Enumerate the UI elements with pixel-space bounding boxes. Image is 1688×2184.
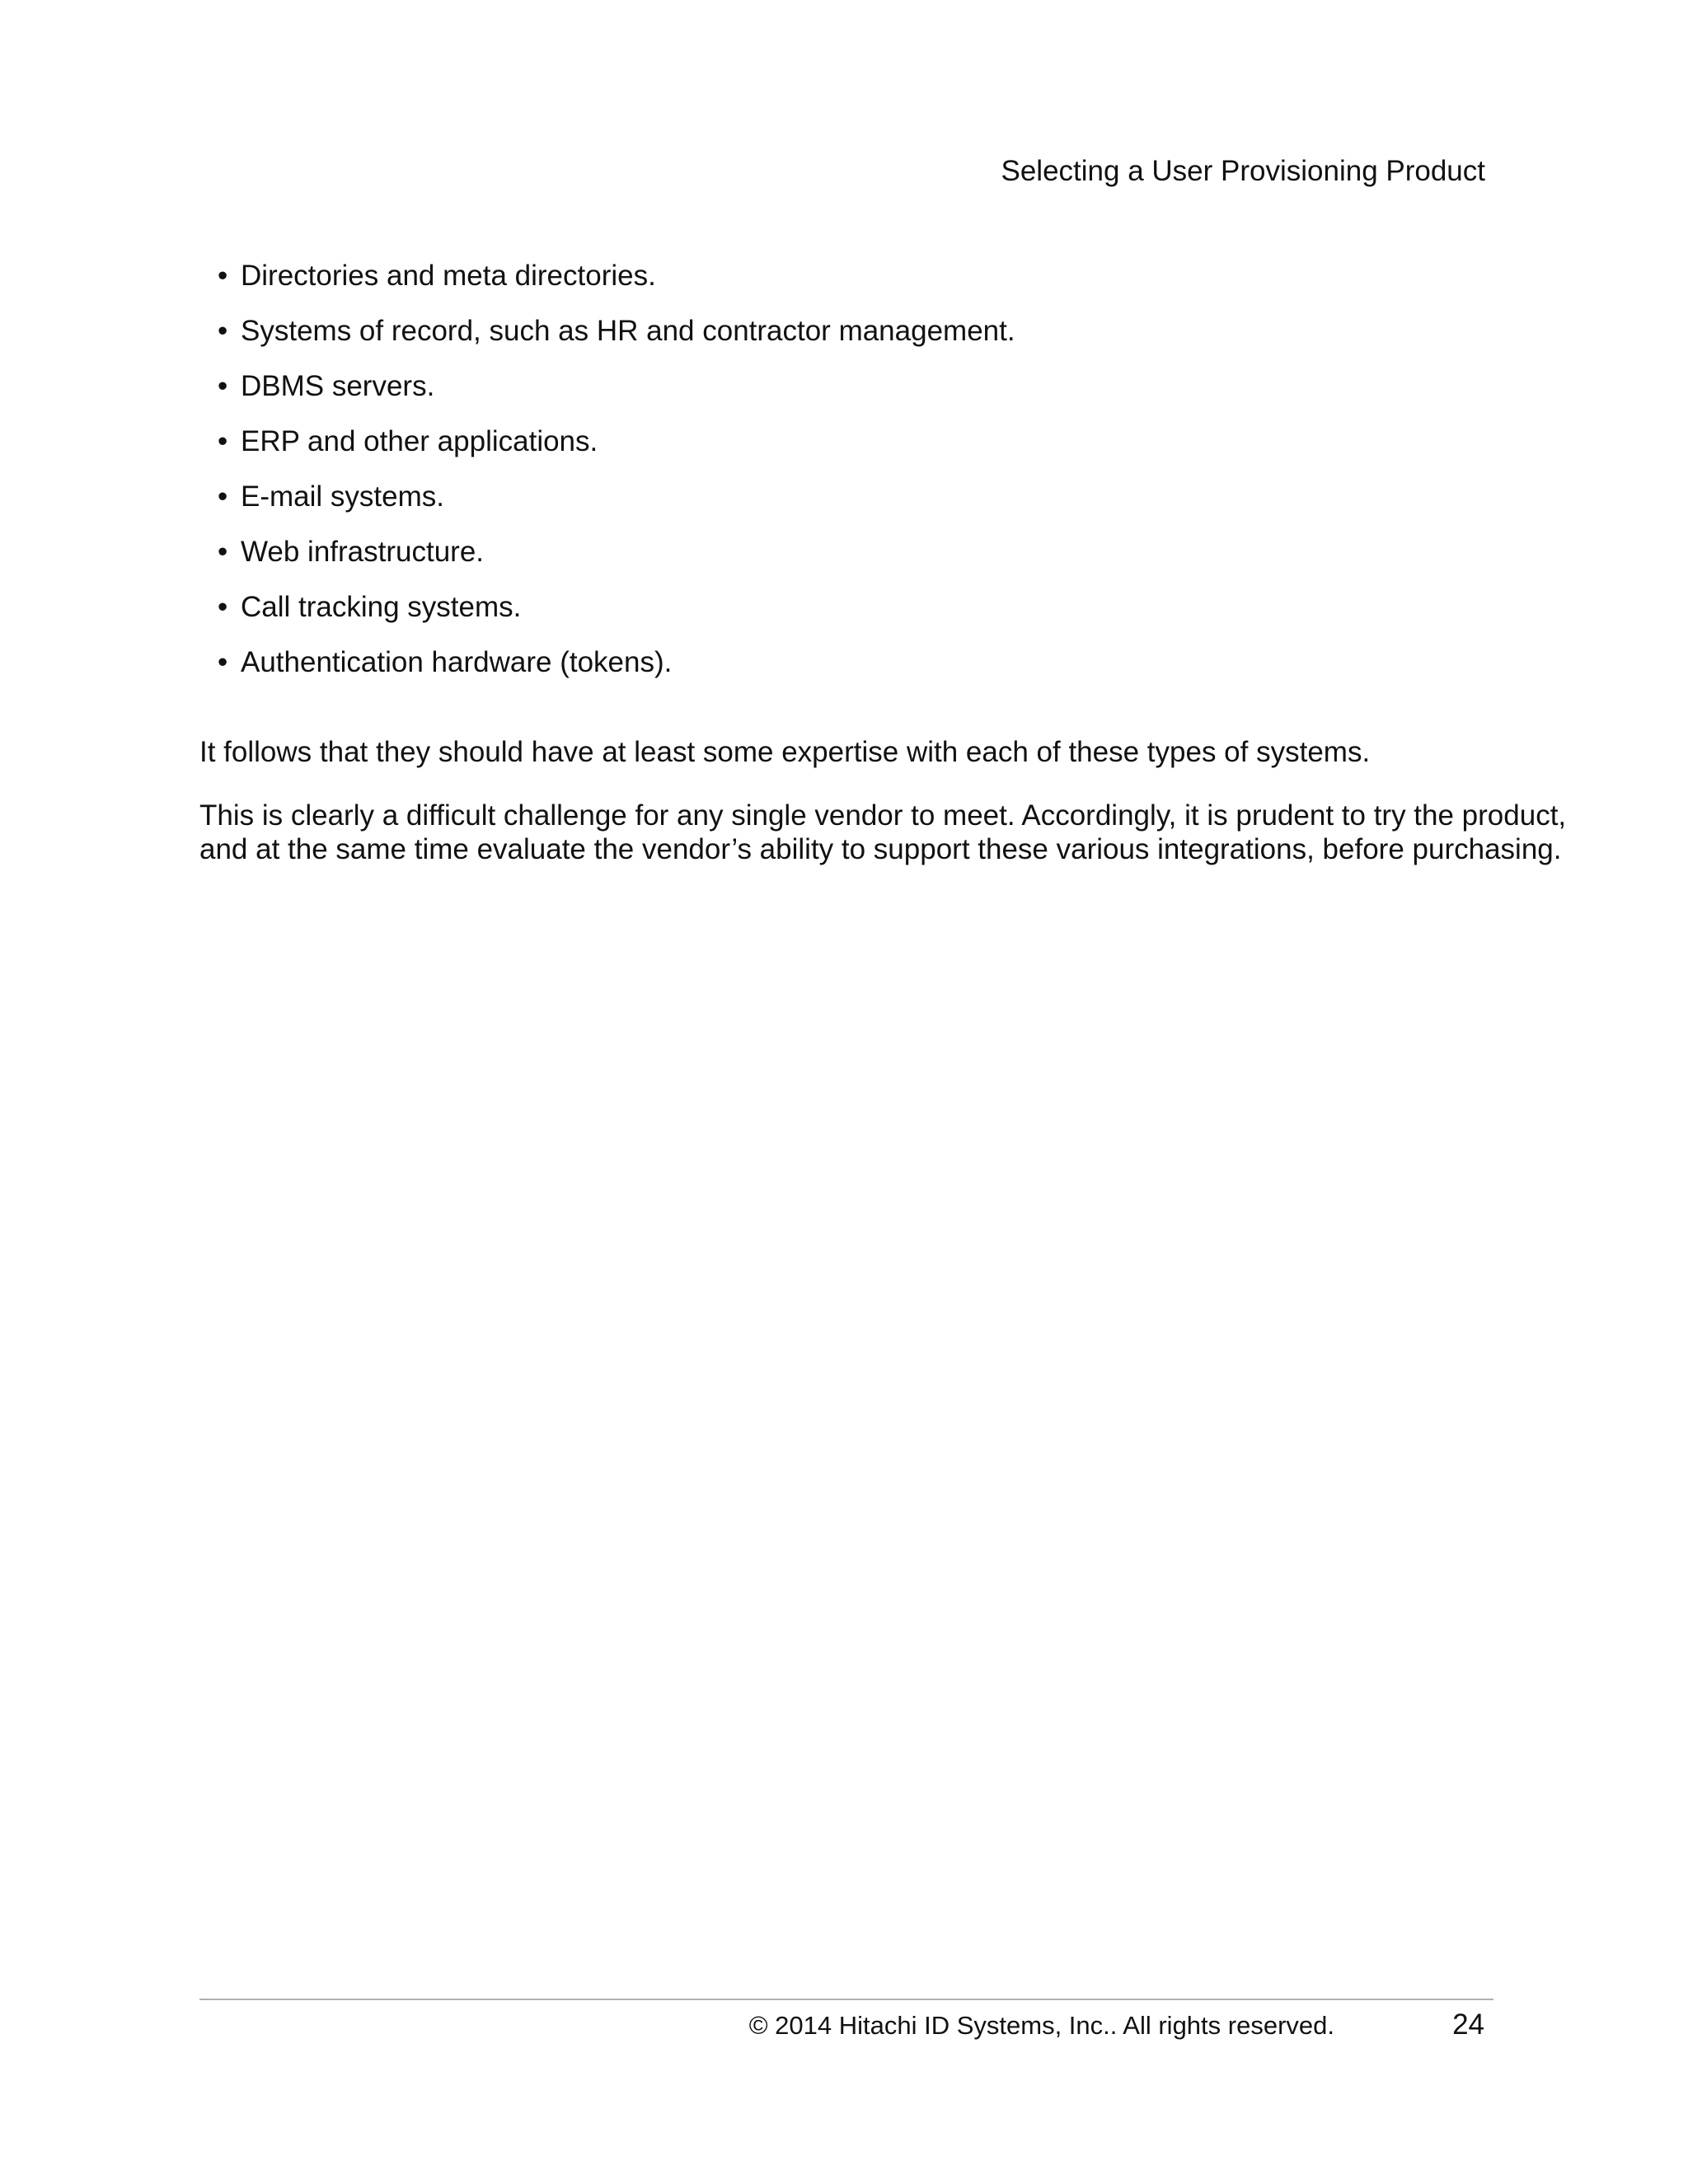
list-item-text: Call tracking systems. — [241, 591, 522, 623]
bullet-icon: • — [218, 480, 228, 513]
list-item-text: DBMS servers. — [241, 370, 435, 402]
running-header-title: Selecting a User Provisioning Product — [1001, 155, 1485, 187]
list-item-text: Authentication hardware (tokens). — [241, 646, 673, 678]
list-item — [218, 424, 1015, 479]
bullet-icon: • — [218, 260, 228, 292]
footer-copyright: © 2014 Hitachi ID Systems, Inc.. All rights reserved. — [748, 2011, 1334, 2040]
paragraph-line: This is clearly a difficult challenge for any single vendor to meet. Accordingly, it is prudent to try the product, — [199, 799, 1567, 832]
list-item — [218, 368, 1015, 424]
list-item-text: Systems of record, such as HR and contractor management. — [241, 315, 1015, 347]
bullet-list — [218, 258, 1015, 700]
bullet-icon: • — [218, 370, 228, 402]
bullet-icon: • — [218, 646, 228, 678]
page-number: 24 — [1452, 2008, 1484, 2041]
list-item-text: E-mail systems. — [241, 480, 444, 513]
body-paragraph-challenge — [199, 799, 1567, 866]
list-item-text: Web infrastructure. — [241, 536, 485, 568]
bullet-icon: • — [218, 425, 228, 457]
list-item — [218, 258, 1015, 313]
list-item — [218, 644, 1015, 700]
list-item — [218, 313, 1015, 368]
list-item — [218, 589, 1015, 644]
list-item — [218, 534, 1015, 589]
bullet-icon: • — [218, 591, 228, 623]
bullet-icon: • — [218, 536, 228, 568]
footer-divider — [199, 1999, 1493, 2000]
bullet-icon: • — [218, 315, 228, 347]
list-item-text: Directories and meta directories. — [241, 260, 656, 292]
list-item-text: ERP and other applications. — [241, 425, 598, 457]
paragraph-line: and at the same time evaluate the vendor’s ability to support these various integrations, before purchasing. — [199, 833, 1562, 865]
body-paragraph-expertise: It follows that they should have at least some expertise with each of these types of systems. — [199, 736, 1371, 768]
list-item — [218, 479, 1015, 534]
